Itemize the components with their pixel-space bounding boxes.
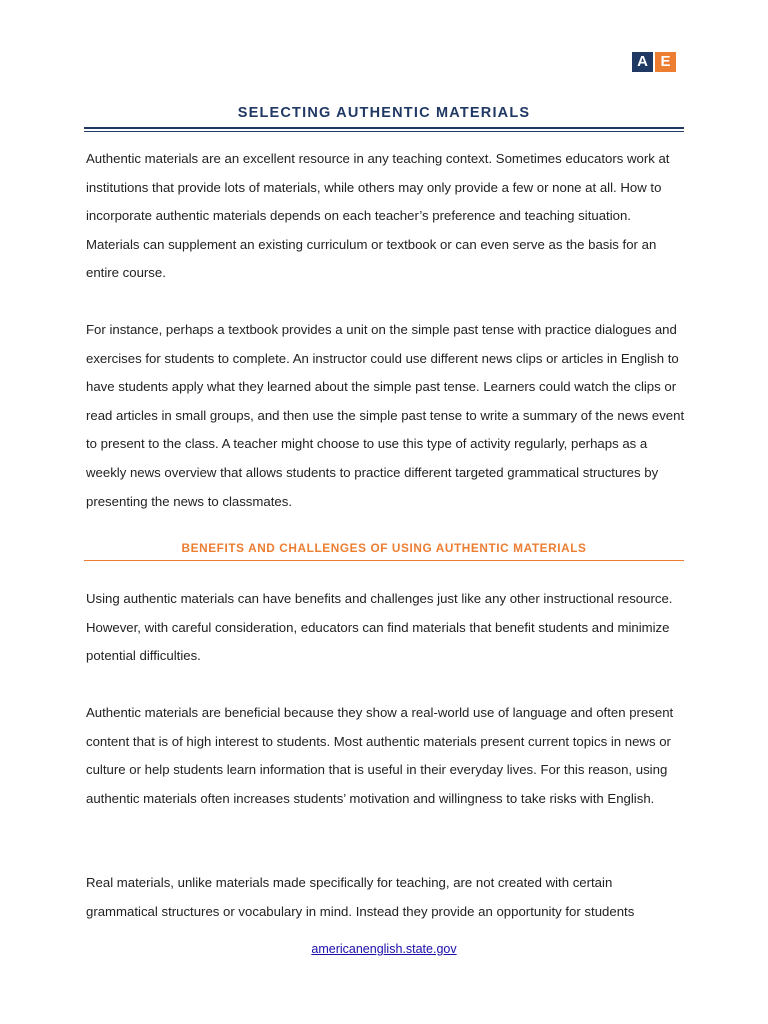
section-paragraph-1: Using authentic materials can have benefits and challenges just like any other instructional resource. However, with careful consideration, educators can find materials that benefit students and minimize potential difficulties. (86, 591, 673, 664)
section-divider (84, 560, 684, 561)
title-divider-thin (84, 131, 684, 132)
intro-paragraph-2: For instance, perhaps a textbook provides a unit on the simple past tense with practice dialogues and exercises for students to complete. An instructor could use different news clips or articles in English to have students apply what they learned about the simple past tense. Learners could watch the clips or read articles in small groups, and then use the simple past tense to write a summary of the news event to present to the class. A teacher might choose to use this type of activity regularly, perhaps as a weekly news overview that allows students to practice different targeted grammatical structures by presenting the news to classmates. (86, 322, 685, 509)
section-paragraph-3: Real materials, unlike materials made specifically for teaching, are not created with certain grammatical structures or vocabulary in mind. Instead they provide an opportunity for students (86, 875, 635, 919)
logo-letter-a: A (632, 52, 653, 72)
section-heading: BENEFITS AND CHALLENGES OF USING AUTHENTIC MATERIALS (181, 541, 587, 555)
footer (0, 942, 768, 956)
logo-letter-e: E (655, 52, 676, 72)
ae-logo (632, 52, 676, 72)
footer-website-link[interactable]: americanenglish.state.gov (311, 942, 457, 956)
title-divider-thick (84, 127, 684, 129)
section-paragraph-2: Authentic materials are beneficial because they show a real-world use of language and often present content that is of high interest to students. Most authentic materials present current topics in news or culture or help students learn information that is useful in their everyday lives. For this reason, using authentic materials often increases students’ motivation and willingness to take risks with English. (86, 705, 674, 806)
intro-paragraph-1: Authentic materials are an excellent resource in any teaching context. Sometimes educators work at institutions that provide lots of materials, while others may only provide a few or none at all. How to incorporate authentic materials depends on each teacher’s preference and teaching situation. Materials can supplement an existing curriculum or textbook or can even serve as the basis for an entire course. (86, 151, 670, 281)
page-title: SELECTING AUTHENTIC MATERIALS (237, 105, 531, 121)
